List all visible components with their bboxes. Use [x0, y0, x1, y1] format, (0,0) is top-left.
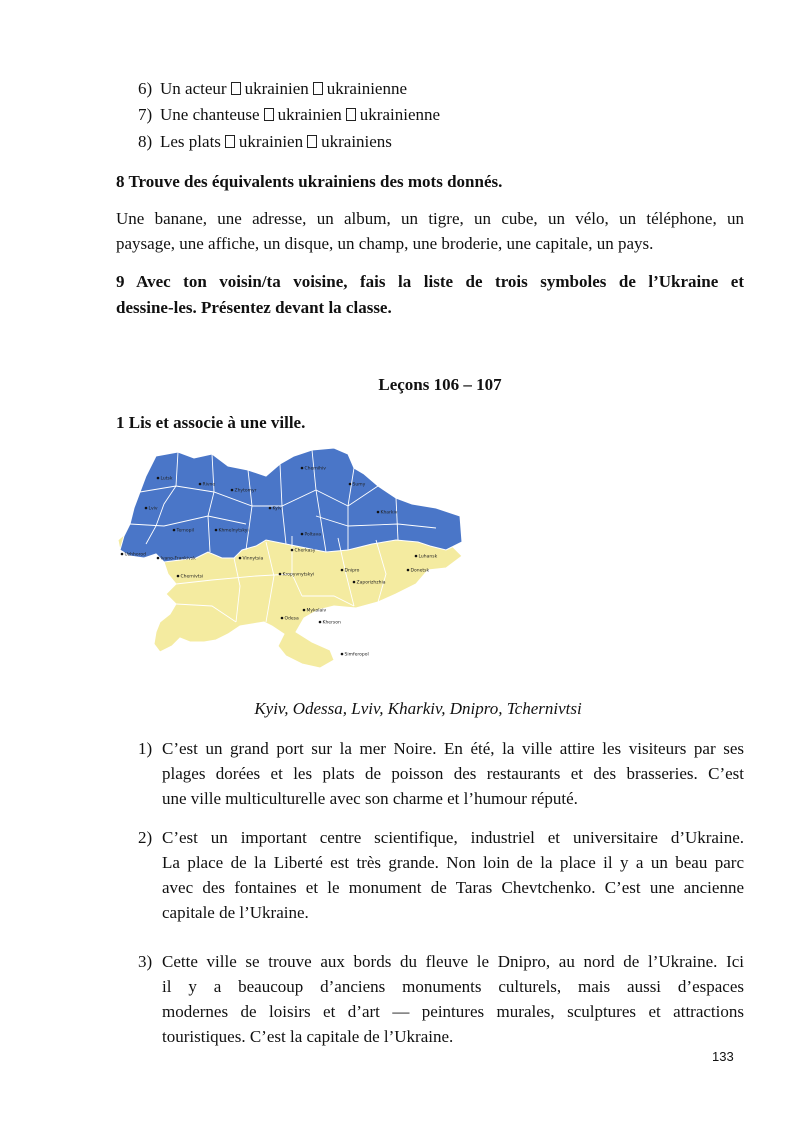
text-line: il y a beaucoup d’anciens monuments culturels, mais aussi d’espaces	[162, 977, 744, 996]
city-dot	[177, 575, 180, 578]
city-label: Zaporizhzhia	[356, 580, 386, 586]
lesson-title: Leçons 106 – 107	[378, 375, 502, 394]
checkbox-glyph[interactable]	[264, 108, 274, 121]
list-item	[138, 131, 392, 153]
option-1: ukrainien	[238, 132, 304, 151]
city-label: Chernivtsi	[180, 574, 204, 580]
city-dot	[157, 557, 160, 560]
city-label: Dnipro	[344, 568, 360, 574]
city-label: Cherkasy	[294, 548, 316, 554]
city-label: Sumy	[352, 482, 366, 488]
city-label: Kropyvnytskyi	[282, 572, 315, 578]
city-label: Simferopol	[344, 652, 369, 658]
city-dot	[415, 555, 418, 558]
city-dot	[377, 511, 380, 514]
city-label: Luhansk	[418, 554, 438, 560]
city-label: Ternopil	[176, 528, 194, 534]
city-dot	[231, 489, 234, 492]
city-label: Poltava	[304, 532, 321, 538]
text-line: avec des fontaines et le monument de Taras Chevtchenko. C’est une ancienne	[162, 878, 744, 897]
checkbox-glyph[interactable]	[307, 135, 317, 148]
city-dot	[407, 569, 410, 572]
city-dot	[215, 529, 218, 532]
city-label: Mykolaiv	[306, 608, 327, 614]
text-number: 1)	[138, 739, 153, 758]
city-label: Rivne	[202, 482, 216, 488]
text-line: modernes de loisirs et d’art — peintures murales, sculptures et attractions	[162, 1002, 744, 1021]
text-line: plages dorées et les plats de poisson des restaurants et des brasseries. C’est	[162, 764, 744, 783]
city-dot	[157, 477, 160, 480]
city-dot	[279, 573, 282, 576]
city-dot	[291, 549, 294, 552]
option-1: ukrainien	[277, 105, 342, 124]
city-label: Uzhhorod	[124, 552, 146, 558]
city-dot	[173, 529, 176, 532]
exercise-9-line: 9 Avec ton voisin/ta voisine, fais la liste de trois symboles de l’Ukraine et	[116, 272, 744, 291]
option-2: ukrainienne	[326, 79, 408, 98]
city-dot	[353, 581, 356, 584]
exercise-9-line: dessine-les. Présentez devant la classe.	[116, 298, 392, 317]
text-line: une ville multiculturelle avec son charme et l’humour réputé.	[162, 789, 578, 808]
checkbox-glyph[interactable]	[346, 108, 356, 121]
item-text: Un acteur	[160, 79, 227, 98]
text-line: Cette ville se trouve aux bords du fleuve le Dnipro, au nord de l’Ukraine. Ici	[162, 952, 744, 971]
city-dot	[269, 507, 272, 510]
checkbox-glyph[interactable]	[313, 82, 323, 95]
city-label: Ivano-Frankivsk	[160, 556, 196, 562]
city-label: Khmelnytskyi	[218, 528, 249, 534]
checkbox-glyph[interactable]	[225, 135, 235, 148]
text-number: 2)	[138, 828, 153, 847]
city-dot	[341, 569, 344, 572]
city-label: Lviv	[148, 506, 158, 512]
checkbox-glyph[interactable]	[231, 82, 241, 95]
city-label: Donetsk	[410, 568, 430, 574]
city-label: Vinnytsia	[242, 556, 264, 562]
list-item	[138, 104, 440, 126]
text-line: touristiques. C’est la capitale de l’Ukraine.	[162, 1027, 454, 1046]
city-dot	[341, 653, 344, 656]
item-number: 7)	[138, 105, 153, 124]
city-dot	[319, 621, 322, 624]
text-number: 3)	[138, 952, 153, 971]
text-line: C’est un grand port sur la mer Noire. En été, la ville attire les visiteurs par ses	[162, 739, 744, 758]
city-label: Kherson	[322, 620, 341, 626]
city-dot	[239, 557, 242, 560]
item-text: Les plats	[160, 132, 221, 151]
city-dot	[301, 467, 304, 470]
page-number: 133	[712, 1049, 734, 1064]
exercise-8-title: 8 Trouve des équivalents ukrainiens des mots donnés.	[116, 172, 503, 191]
item-number: 6)	[138, 79, 153, 98]
city-dot	[301, 533, 304, 536]
ukraine-map	[116, 446, 468, 678]
cities-caption: Kyiv, Odessa, Lviv, Kharkiv, Dnipro, Tchernivtsi	[254, 699, 582, 718]
item-text: Une chanteuse	[160, 105, 260, 124]
text-line: La place de la Liberté est très grande. Non loin de la place il y a un beau parc	[162, 853, 744, 872]
task-1-title: 1 Lis et associe à une ville.	[116, 413, 306, 432]
city-label: Kharkiv	[380, 510, 398, 516]
list-item	[138, 78, 407, 100]
city-dot	[281, 617, 284, 620]
city-label: Zhytomyr	[234, 488, 257, 494]
city-label: Kyiv	[272, 506, 282, 512]
city-label: Lutsk	[160, 476, 173, 482]
exercise-8-words-line: Une banane, une adresse, un album, un tigre, un cube, un vélo, un téléphone, un	[116, 209, 744, 228]
city-dot	[199, 483, 202, 486]
city-label: Chernihiv	[304, 466, 326, 472]
city-dot	[303, 609, 306, 612]
city-dot	[121, 553, 124, 556]
city-dot	[145, 507, 148, 510]
text-line: capitale de l’Ukraine.	[162, 903, 309, 922]
option-2: ukrainienne	[359, 105, 441, 124]
exercise-8-words-line: paysage, une affiche, un disque, un champ, une broderie, une capitale, un pays.	[116, 234, 654, 253]
item-number: 8)	[138, 132, 153, 151]
option-2: ukrainiens	[321, 132, 392, 151]
city-dot	[349, 483, 352, 486]
text-line: C’est un important centre scientifique, industriel et universitaire d’Ukraine.	[162, 828, 744, 847]
city-label: Odesa	[284, 616, 299, 622]
option-1: ukrainien	[244, 79, 309, 98]
